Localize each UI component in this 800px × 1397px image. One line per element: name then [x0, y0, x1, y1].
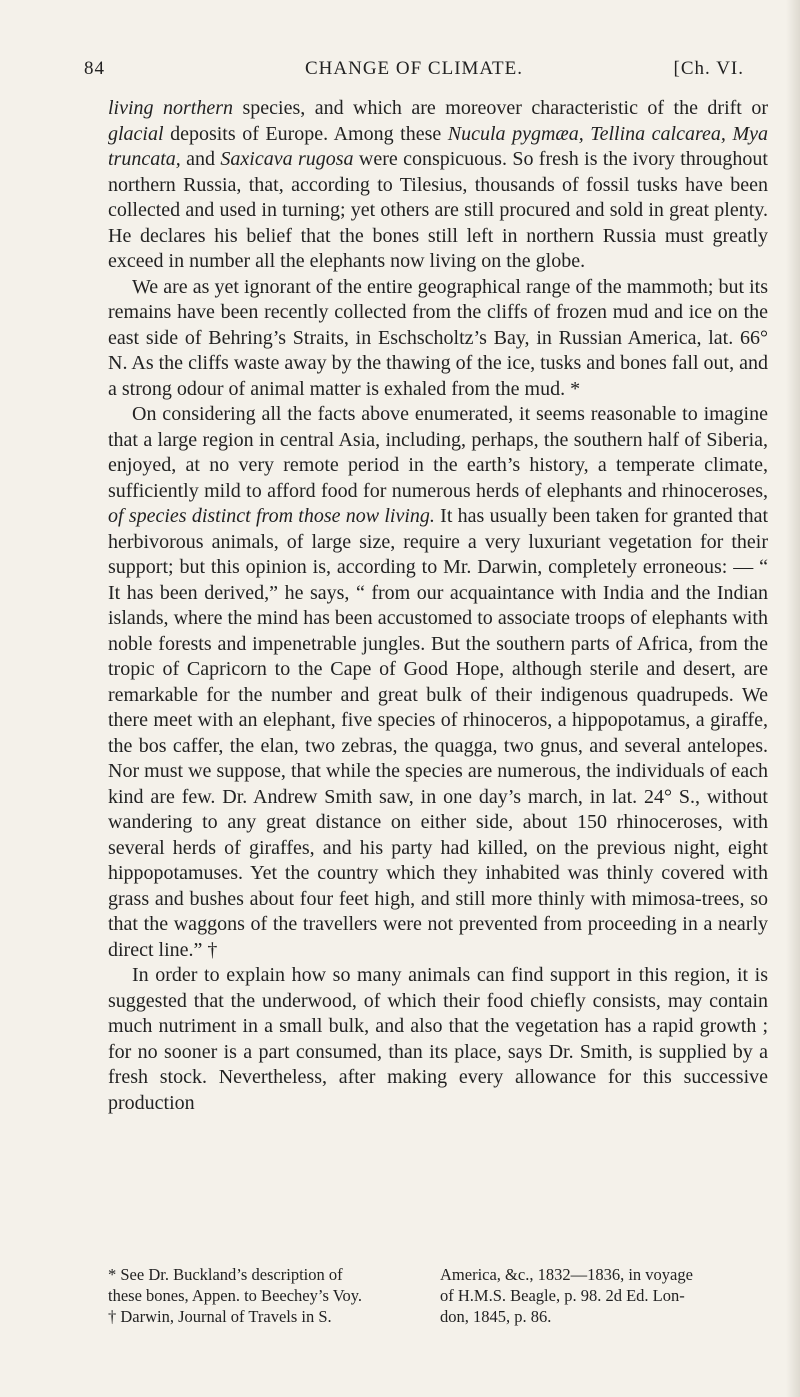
footnote-line: * See Dr. Buckland’s description of	[108, 1265, 343, 1284]
paragraph	[108, 275, 768, 403]
italic-text: Saxicava rugosa	[220, 148, 354, 170]
italic-text: Nucula pygmæa, Tellina calcarea, Mya truncata,	[108, 122, 768, 170]
paragraph	[108, 963, 768, 1116]
italic-text: of species distinct from those now living.	[108, 505, 435, 527]
text-run: were conspicuous. So fresh is the ivory throughout northern Russia, that, according to Tilesius, thousands of fossil tusks have been collected and used in turning; yet others are still procured and sold in great plenty. He declares his belief that the bones still left in northern Russia must greatly exceed in number all the elephants now living on the globe.	[108, 148, 768, 272]
footnote-line: don, 1845, p. 86.	[440, 1307, 552, 1326]
running-title: CHANGE OF CLIMATE.	[304, 58, 524, 79]
footnote-line: † Darwin, Journal of Travels in S.	[108, 1307, 332, 1326]
footnote-line: of H.M.S. Beagle, p. 98. 2d Ed. Lon-	[440, 1286, 685, 1305]
page-number: 84	[84, 58, 105, 79]
running-head	[84, 58, 744, 86]
paragraph	[108, 402, 768, 963]
page-edge-shadow	[786, 0, 800, 1397]
footnote-line: these bones, Appen. to Beechey’s Voy.	[108, 1286, 363, 1305]
chapter-label: [Ch. VI.	[673, 58, 744, 79]
text-run: deposits of Europe. Among these	[163, 122, 448, 145]
italic-text: living northern	[108, 97, 234, 119]
body-text	[108, 96, 768, 1116]
footnote-line: America, &c., 1832—1836, in voyage	[440, 1265, 693, 1284]
text-run: species, and which are moreover characteristic of the drift or	[233, 97, 768, 119]
text-run: In order to explain how so many animals can find support in this region, it is suggested that the underwood, of which their food chiefly consists, may contain much nutriment in a small bulk, and also that the vegetation has a rapid growth ; for no sooner is a part consumed, than its place, says Dr. Smith, is supplied by a fresh stock. Nevertheless, after making every allowance for this successive production	[108, 964, 768, 1114]
footnotes	[108, 1264, 768, 1327]
footnote-column-right	[438, 1264, 768, 1327]
text-run: On considering all the facts above enumerated, it seems reasonable to imagine that a large region in central Asia, including, perhaps, the southern half of Siberia, enjoyed, at no very remote period in the earth’s history, a temperate climate, sufficiently mild to afford food for numerous herds of elephants and rhinoceroses,	[108, 403, 768, 502]
text-run: It has usually been taken for granted that herbivorous animals, of large size, require a very luxuriant vegetation for their support; but this opinion is, according to Mr. Darwin, completely erroneous: — “ It has been derived,” he says, “ from our acquaintance with India and the Indian islands, where the mind has been accustomed to associate troops of elephants with noble forests and impenetrable jungles. But the southern parts of Africa, from the tropic of Capricorn to the Cape of Good Hope, although sterile and desert, are remarkable for the number and great bulk of their indigenous quadrupeds. We there meet with an elephant, five species of rhinoceros, a hippopotamus, a giraffe, the bos caffer, the elan, two zebras, the quagga, two gnus, and several antelopes. Nor must we suppose, that while the species are numerous, the individuals of each kind are few. Dr. Andrew Smith saw, in one day’s march, in lat. 24° S., without wandering to any great distance on either side, about 150 rhinoceroses, with several herds of giraffes, and his party had killed, on the previous night, eight hippopotamuses. Yet the country which they inhabited was thinly covered with grass and bushes about four feet high, and still more thinly with mimosa-trees, so that the waggons of the travellers were not prevented from proceeding in a nearly direct line.” †	[108, 505, 769, 961]
text-run: We are as yet ignorant of the entire geographical range of the mammoth; but its remains have been recently collected from the cliffs of frozen mud and ice on the east side of Behring’s Straits, in Eschscholtz’s Bay, in Russian America, lat. 66° N. As the cliffs waste away by the thawing of the ice, tusks and bones fall out, and a strong odour of animal matter is exhaled from the mud. *	[108, 275, 768, 400]
paragraph	[108, 96, 768, 275]
footnote-column-left	[108, 1264, 438, 1327]
italic-text: glacial	[108, 122, 164, 145]
text-run: and	[180, 148, 221, 170]
